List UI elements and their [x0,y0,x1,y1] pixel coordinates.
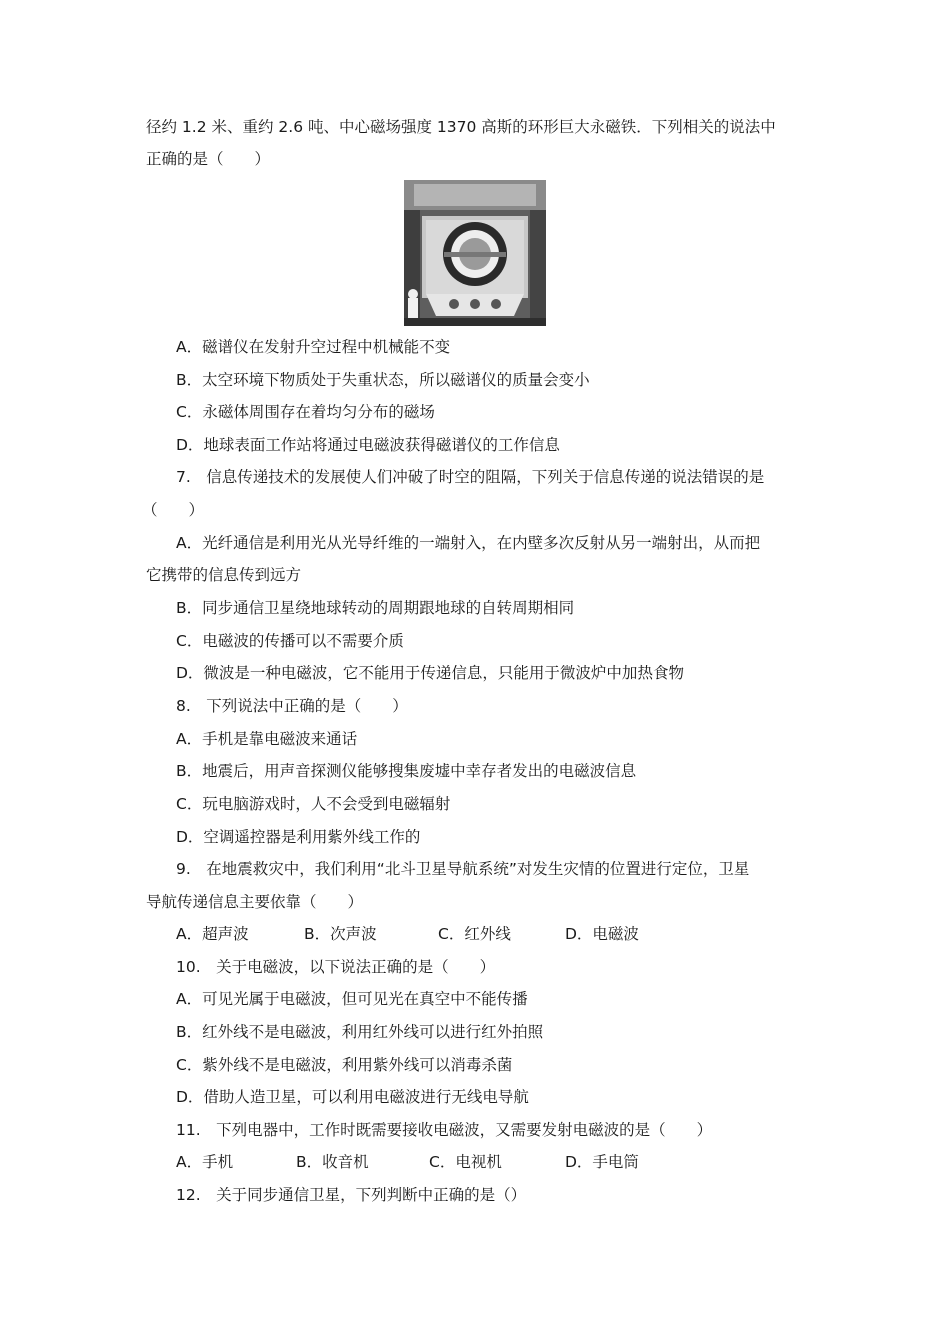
q6-option-c: C．永磁体周围存在着均匀分布的磁场 [176,403,435,421]
q9-option-a: A．超声波 [176,925,249,943]
q8-option-a: A．手机是靠电磁波来通话 [176,730,358,748]
q9-stem-line2: 导航传递信息主要依靠（ ） [146,893,364,911]
q11-option-c: C．电视机 [429,1153,502,1171]
q11-option-a: A．手机 [176,1153,234,1171]
q8-option-d: D．空调遥控器是利用紫外线工作的 [176,828,421,846]
q11-stem: 11. 下列电器中，工作时既需要接收电磁波，又需要发射电磁波的是（ ） [176,1121,713,1139]
magnet-spectrometer-photo [404,180,546,326]
q6-option-d: D．地球表面工作站将通过电磁波获得磁谱仪的工作信息 [176,436,560,454]
q10-option-d: D．借助人造卫星，可以利用电磁波进行无线电导航 [176,1088,529,1106]
q9-stem-line1: 9. 在地震救灾中，我们利用“北斗卫星导航系统”对发生灾情的位置进行定位，卫星 [176,860,750,878]
q6-option-a: A．磁谱仪在发射升空过程中机械能不变 [176,338,451,356]
q7-option-c: C．电磁波的传播可以不需要介质 [176,632,404,650]
q10-stem: 10. 关于电磁波，以下说法正确的是（ ） [176,958,496,976]
q8-stem: 8. 下列说法中正确的是（ ） [176,697,408,715]
q10-option-b: B．红外线不是电磁波，利用红外线可以进行红外拍照 [176,1023,544,1041]
magnet-photo-image [404,180,546,326]
q6-stem-line2: 正确的是（ ） [146,150,271,168]
q10-option-a: A．可见光属于电磁波，但可见光在真空中不能传播 [176,990,528,1008]
q6-option-b: B．太空环境下物质处于失重状态，所以磁谱仪的质量会变小 [176,371,590,389]
q7-option-a-line2: 它携带的信息传到远方 [146,566,302,584]
q7-option-b: B．同步通信卫星绕地球转动的周期跟地球的自转周期相同 [176,599,575,617]
q8-option-c: C．玩电脑游戏时，人不会受到电磁辐射 [176,795,451,813]
q7-stem-line2: （ ） [142,501,205,519]
q12-stem: 12. 关于同步通信卫星，下列判断中正确的是（） [176,1186,527,1204]
q8-option-b: B．地震后，用声音探测仪能够搜集废墟中幸存者发出的电磁波信息 [176,762,637,780]
q9-option-d: D．电磁波 [565,925,639,943]
q7-option-d: D．微波是一种电磁波，它不能用于传递信息，只能用于微波炉中加热食物 [176,664,684,682]
q11-option-b: B．收音机 [296,1153,369,1171]
q11-option-d: D．手电筒 [565,1153,639,1171]
q7-option-a-line1: A．光纤通信是利用光从光导纤维的一端射入，在内壁多次反射从另一端射出，从而把 [176,534,761,552]
q7-stem-line1: 7. 信息传递技术的发展使人们冲破了时空的阻隔，下列关于信息传递的说法错误的是 [176,468,765,486]
q10-option-c: C．紫外线不是电磁波，利用紫外线可以消毒杀菌 [176,1056,513,1074]
q6-stem-line1: 径约 1.2 米、重约 2.6 吨、中心磁场强度 1370 高斯的环形巨大永磁铁．下列相关的说法中 [146,118,776,136]
q9-option-c: C．红外线 [438,925,511,943]
q9-option-b: B．次声波 [304,925,377,943]
